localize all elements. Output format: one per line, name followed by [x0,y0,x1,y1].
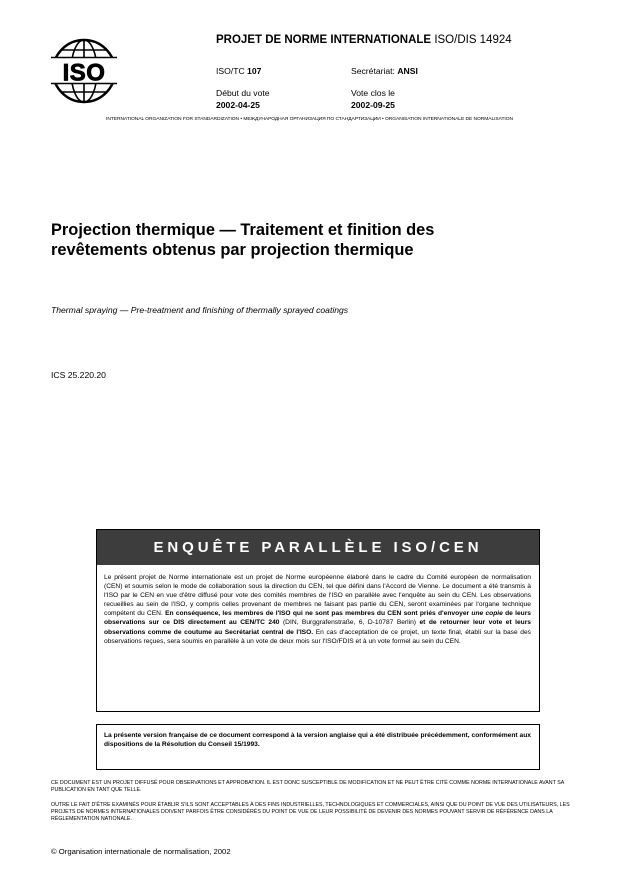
document-status-label: PROJET DE NORME INTERNATIONALE [216,34,432,46]
disclaimer-1: CE DOCUMENT EST UN PROJET DIFFUSÉ POUR OBSERVATIONS ET APPROBATION. IL EST DONC SUSCEPTIBLE DE MODIFICATION ET NE PEUT ÊTRE CITÉ COMME NORME INTERNATIONALE AVANT SA PUBLICATION EN TANT QUE TELLE. [51,780,564,794]
cen-address: (DIN, Burggrafenstraße, 6, D-10787 Berlin) [282,619,417,627]
parallel-enquiry-heading: ENQUÊTE PARALLÈLE ISO/CEN [97,530,539,565]
enquiry-paragraph-1: Le présent projet de Norme internationale est un projet de Norme européenne élaboré dans le cadre du Comité européen de normalisation (CEN) et soumis selon le mode de collaboration sous la direction du CEN, tel que défini dans l'Accord de Vienne. Le document a été transmis à l'ISO par le CEN en vue d'être diffusé pour vote des comités membres de l'ISO en parallèle avec l'enquête au sein du CEN. Les observations recueillies au sein de l'ISO, y compris celles provenant de membres ne faisant pas partie du CEN, seront examinées par l'organe technique compétent du CEN. [104,574,531,618]
committee-value: 107 [247,66,262,76]
secretariat-label: Secrétariat: [351,66,395,76]
iso-logo-text: ISO [62,59,106,87]
organization-names: INTERNATIONAL ORGANIZATION FOR STANDARDIZATION • МЕЖДУНАРОДНАЯ ОРГАНИЗАЦИЯ ПО СТАНДАРТИЗАЦИИ • ORGANISATION INTERNATIONALE DE NORMALISATION [106,117,513,122]
english-title: Thermal spraying — Pre-treatment and finishing of thermally sprayed coatings [51,305,349,315]
enquiry-copy-emphasis: une copie [471,610,503,618]
vote-end-date: 2002-09-25 [351,100,395,110]
copyright-notice: © Organisation internationale de normalisation, 2002 [51,847,231,856]
vote-start-label: Début du vote [216,88,270,98]
translation-note-box [96,724,540,770]
translation-note-text: La présente version française de ce document correspond à la version anglaise qui a été distribuée précédemment, conformément aux dispositions de la Résolution du Conseil 15/1993. [104,732,531,749]
parallel-enquiry-box [96,529,540,712]
parallel-enquiry-text [104,573,531,646]
document-status [216,34,512,46]
enquiry-paragraph-3: En cas d'acceptation de ce projet, un texte final, établi sur la base des observations reçues, sera soumis en parallèle à un vote de deux mois sur l'ISO/FDIS et à un vote formel au sein du CEN. [104,628,531,645]
iso-logo [49,36,119,106]
vote-end-label: Vote clos le [351,88,395,98]
secretariat-value: ANSI [397,66,418,76]
committee-label: ISO/TC [216,66,245,76]
enquiry-instruction: En conséquence, les membres de l'ISO qui ne sont pas membres du CEN sont priés d'envoyer [165,610,470,618]
vote-start-date: 2002-04-25 [216,100,260,110]
enquiry-instruction-3: et de retourner leur vote et leurs observations comme de coutume au Secrétariat central de l'ISO. [104,619,531,636]
secretariat [351,66,418,76]
document-reference: ISO/DIS 14924 [434,34,512,46]
document-title-line-2: revêtements obtenus par projection thermique [51,241,414,259]
committee [216,66,261,76]
document-title [51,220,521,260]
enquiry-instruction-2: de leurs observations sur ce DIS directement au CEN/TC 240 [104,610,532,627]
document-title-line-1: Projection thermique — Traitement et finition des [51,221,435,239]
disclaimer-2: OUTRE LE FAIT D'ÊTRE EXAMINÉS POUR ÉTABLIR S'ILS SONT ACCEPTABLES À DES FINS INDUSTRIELLES, TECHNOLOGIQUES ET COMMERCIALES, AINSI QUE DU POINT DE VUE DES UTILISATEURS, LES PROJETS DE NORMES INTERNATIONALES DOIVENT PARFOIS ÊTRE CONSIDÉRÉS DU POINT DE VUE DE LEUR POSSIBILITÉ DE DEVENIR DES NORMES POUVANT SERVIR DE RÉFÉRENCE DANS LA RÉGLEMENTATION NATIONALE. [51,802,570,823]
ics-code: ICS 25.220.20 [51,370,106,380]
